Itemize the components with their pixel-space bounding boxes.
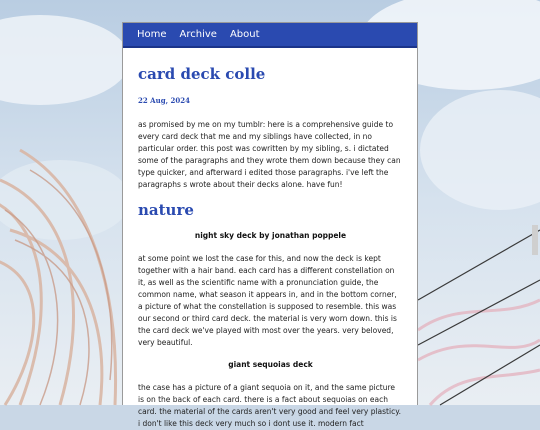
- post-content: [123, 48, 417, 430]
- deck-title: giant sequoias deck: [228, 360, 313, 369]
- deck-description: at some point we lost the case for this, and now the deck is kept together with a hair band. each card has a different constellation on it, as well as the scientific name with a pronunciation guide, the common name, what season it appears in, and in the bottom corner, a picture of what the constellation is supposed to resemble. this was our second or third card deck. the material is very worn down. this is the card deck we've played with most over the years. very beloved, very beautiful.: [138, 254, 397, 347]
- nav-home-link[interactable]: Home: [137, 28, 167, 40]
- deck-description: the case has a picture of a giant sequoia on it, and the same picture is on the back of each card. there is a fact about sequoias on each card. the material of the cards aren't very good and feel very plasticy. i don't like this deck very much so i dont use it. modern fact: [138, 383, 401, 428]
- post-intro: as promised by me on my tumblr: here is a comprehensive guide to every card deck that me and my siblings have collected, in no particular order. this post was cowritten by my sibling, s. i dictated some of the paragraphs and they wrote them down because they can type quicker, and afterward i edited those paragraphs. i've left the paragraphs s wrote about their decks alone. have fun!: [138, 120, 401, 189]
- blog-page: [122, 22, 418, 428]
- section-heading: nature: [138, 201, 194, 219]
- nav-archive-link[interactable]: Archive: [179, 28, 217, 40]
- nav-about-link[interactable]: About: [229, 28, 260, 40]
- post-date: 22 Aug, 2024: [138, 96, 190, 105]
- top-nav: [123, 23, 417, 48]
- deck-title: night sky deck by jonathan poppele: [194, 231, 347, 240]
- post-title: card deck colle: [138, 65, 266, 83]
